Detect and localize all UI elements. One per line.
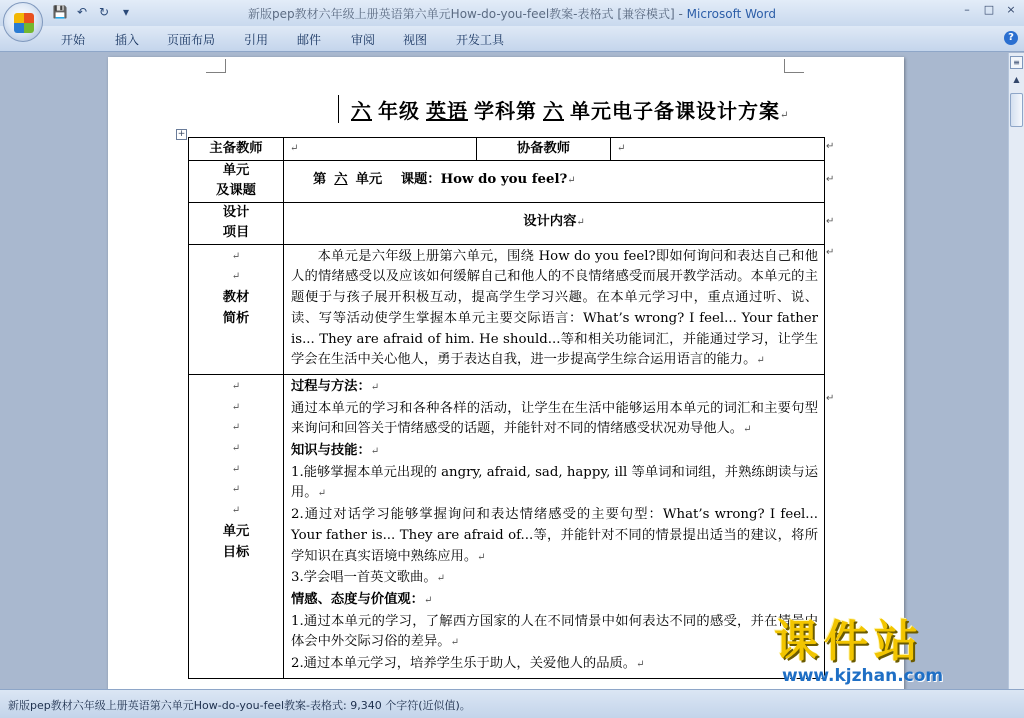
- tab-insert[interactable]: 插入: [115, 33, 140, 47]
- status-bar: [0, 689, 1024, 718]
- title-part: 年级: [378, 99, 420, 123]
- app-name: Microsoft Word: [686, 7, 776, 21]
- tab-home[interactable]: 开始: [61, 33, 86, 47]
- watermark-url: www.kjzhan.com: [782, 666, 944, 686]
- label-co-teacher: 协备教师: [477, 138, 611, 161]
- label-unit-goals-cell: ↵ ↵ ↵ ↵ ↵ ↵ ↵ 单元 目标: [189, 374, 284, 678]
- label-unit-goals: 单元 目标: [222, 523, 250, 560]
- goal-paragraph: 1.能够掌握本单元出现的 angry, afraid, sad, happy, ill 等单词和词组，并熟练朗读与运用。↵: [291, 464, 818, 501]
- goal-paragraph: 1.通过本单元的学习，了解西方国家的人在不同情景中如何表达不同的感受，并在情景中体会中外交际习俗的差异。↵: [291, 613, 818, 650]
- row-end-mark: ↵: [826, 141, 835, 152]
- lesson-plan-table: [188, 137, 825, 679]
- topic-text: How do you feel?: [440, 172, 568, 188]
- goal-paragraph: 3.学会唱一首英文歌曲。↵: [291, 570, 446, 586]
- vertical-scrollbar[interactable]: [1008, 53, 1024, 689]
- material-analysis-text: 本单元是六年级上册第六单元，围绕 How do you feel?即如何询问和表达自己和他人的情绪感受以及应该如何缓解自己和他人的不良情绪感受而展开教学活动。本单元的主题便于与孩子展开积极互动，提高学生学习兴趣。在本单元学习中，重点通过听、说、读、写等活动使学生掌握本单元主要交际语言：What’s wrong? I feel... Your father is... They are afraid of him. He should...等和相关功能词汇，并能通过学习，让学生学会在生活中关心他人，勇于表达自我，进一步提高学生综合运用语言的能力。↵: [291, 248, 818, 368]
- close-button[interactable]: ×: [1006, 3, 1016, 16]
- goal-paragraph: 2.通过本单元学习，培养学生乐于助人，关爱他人的品质。↵: [291, 656, 645, 672]
- document-name: 新版pep教材六年级上册英语第六单元How-do-you-feel教案-表格式 [兼容模式]: [248, 7, 675, 21]
- material-analysis-text-cell[interactable]: [284, 244, 825, 374]
- label-unit-topic: 单元 及课题: [189, 160, 284, 202]
- scroll-up-icon[interactable]: ▲: [1013, 75, 1020, 84]
- crop-mark: [206, 59, 226, 73]
- tab-page-layout[interactable]: 页面布局: [167, 33, 216, 47]
- table-row: [189, 244, 825, 374]
- unit-goals-text-cell[interactable]: 过程与方法：↵ 通过本单元的学习和各种各样的活动，让学生在生活中能够运用本单元的词汇和主要句型来询问和回答关于情绪感受的话题，并能针对不同的情绪感受状况劝导他人。↵ 知识与技能：↵ 1.能够掌握本单元出现的 angry, afraid, sad, happy, ill 等单词和词组，并熟练朗读与运用。↵ 2.通过对话学习能够掌握询问和表达情绪感受的主要句型：What’s wrong? I feel... Your father is... They are afraid of...等，并能针对不同的情景提出适当的建议，将所学知识在真实语境中熟练应用。↵ 3.学会唱一首英文歌曲。↵ 情感、态度与价值观：↵ 1.通过本单元的学习，了解西方国家的人在不同情景中如何表达不同的感受，并在情景中体会中外交际习俗的差异。↵ 2.通过本单元学习，培养学生乐于助人，关爱他人的品质。↵: [284, 374, 825, 678]
- title-subject: 英语: [426, 99, 468, 123]
- title-grade: 六: [351, 99, 372, 123]
- window-title: [0, 5, 1024, 22]
- save-icon[interactable]: 💾: [52, 5, 68, 19]
- maximize-button[interactable]: □: [983, 3, 995, 16]
- label-material-analysis: 教材 简析: [222, 290, 250, 326]
- table-row: [189, 138, 825, 161]
- label-material-analysis-cell: ↵ ↵ 教材 简析: [189, 244, 284, 374]
- design-content-header: 设计内容↵: [284, 202, 825, 244]
- help-icon[interactable]: ?: [1004, 31, 1018, 45]
- table-row: [189, 374, 825, 678]
- table-row: [189, 202, 825, 244]
- tab-mailings[interactable]: 邮件: [297, 33, 322, 47]
- tab-references[interactable]: 引用: [244, 33, 269, 47]
- main-teacher-value[interactable]: ↵: [284, 138, 477, 161]
- status-text: 新版pep教材六年级上册英语第六单元How-do-you-feel教案-表格式: 9,340 个字符(近似值)。: [8, 699, 471, 712]
- row-end-mark: ↵: [826, 393, 835, 404]
- paragraph-mark: ↵: [780, 110, 790, 121]
- text-cursor: [338, 95, 339, 123]
- crop-mark: [784, 59, 804, 73]
- goal-paragraph: 2.通过对话学习能够掌握询问和表达情绪感受的主要句型：What’s wrong? I feel... Your father is... They are afraid of...等，并能针对不同的情景提出适当的建议，将所学知识在真实语境中熟练应用。↵: [291, 507, 818, 564]
- undo-icon[interactable]: ↶: [76, 5, 88, 19]
- label-main-teacher: 主备教师: [189, 138, 284, 161]
- row-end-mark: ↵: [826, 216, 835, 227]
- section-heading: 情感、态度与价值观：: [291, 591, 424, 607]
- watermark-text: 课件站: [774, 616, 924, 667]
- goal-paragraph: 通过本单元的学习和各种各样的活动，让学生在生活中能够运用本单元的词汇和主要句型来询问和回答关于情绪感受的话题，并能针对不同的情绪感受状况劝导他人。↵: [291, 400, 818, 437]
- title-part: 单元电子备课设计方案: [570, 99, 780, 123]
- ruler-toggle-icon[interactable]: ≡: [1010, 56, 1023, 69]
- tab-review[interactable]: 审阅: [351, 33, 376, 47]
- office-logo-icon: [14, 13, 34, 33]
- document-area: [0, 53, 1008, 689]
- document-title: [338, 95, 789, 124]
- minimize-button[interactable]: –: [964, 3, 970, 16]
- redo-icon[interactable]: ↻: [98, 5, 110, 19]
- unit-topic-cell: 第 六 单元 课题：How do you feel?↵: [284, 160, 825, 202]
- ribbon-tabs: [0, 26, 1024, 52]
- customize-qat-icon[interactable]: ▾: [122, 5, 130, 19]
- document-page[interactable]: [108, 57, 904, 689]
- row-end-mark: ↵: [826, 174, 835, 185]
- title-part: 学科第: [474, 99, 537, 123]
- row-end-mark: ↵: [826, 247, 835, 258]
- tab-view[interactable]: 视图: [403, 33, 428, 47]
- unit-number: 六: [334, 172, 348, 188]
- label-design-item: 设计 项目: [189, 202, 284, 244]
- section-heading: 知识与技能：: [291, 443, 371, 459]
- scroll-thumb[interactable]: [1010, 93, 1023, 127]
- table-move-handle-icon[interactable]: +: [177, 129, 186, 139]
- office-button[interactable]: [3, 2, 43, 42]
- window-controls: [960, 3, 1018, 16]
- tab-developer[interactable]: 开发工具: [456, 33, 505, 47]
- co-teacher-value[interactable]: ↵: [611, 138, 825, 161]
- title-unit: 六: [543, 99, 564, 123]
- watermark-logo: [774, 618, 1010, 688]
- title-separator: -: [674, 7, 687, 21]
- section-heading: 过程与方法：: [291, 378, 371, 394]
- title-bar: [0, 0, 1024, 26]
- table-row: [189, 160, 825, 202]
